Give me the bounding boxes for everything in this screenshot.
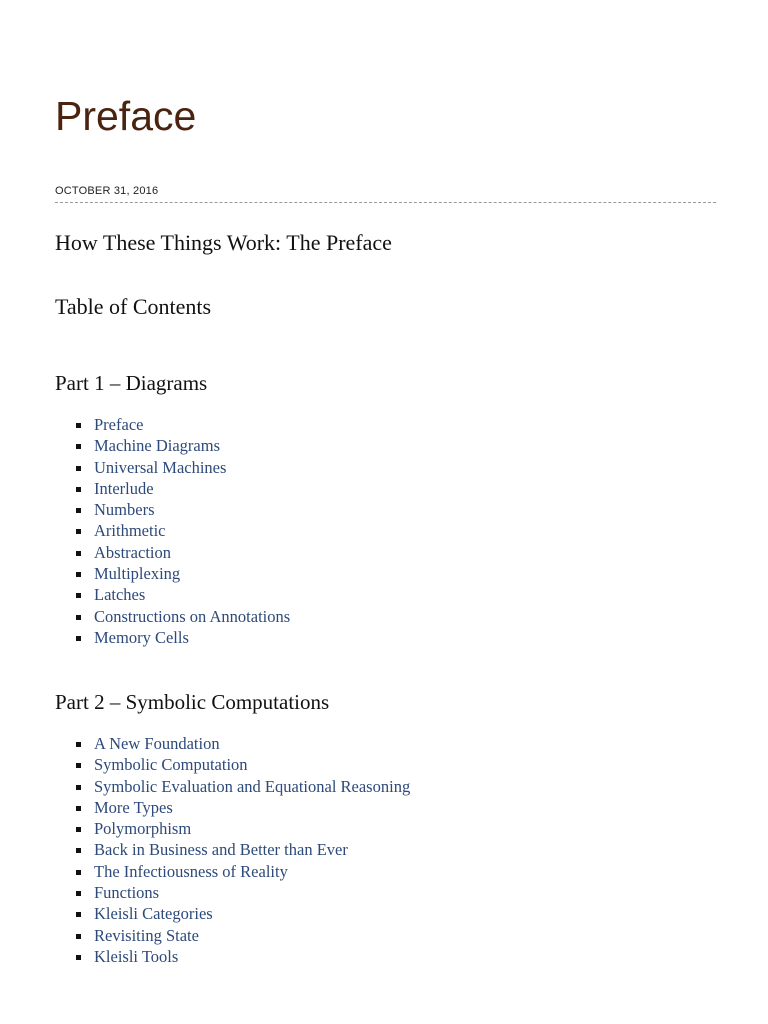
toc-list-part-1: [76, 414, 290, 648]
bullet-icon: [76, 593, 81, 598]
bullet-icon: [76, 487, 81, 492]
toc-link[interactable]: Functions: [94, 883, 160, 903]
list-item: [76, 478, 290, 499]
list-item: [76, 818, 410, 839]
toc-link[interactable]: Memory Cells: [94, 627, 189, 647]
page-title: Preface: [55, 93, 197, 139]
section-heading-part-1: Part 1 – Diagrams: [55, 371, 208, 395]
bullet-icon: [76, 785, 81, 790]
toc-link[interactable]: The Infectiousness of Reality: [94, 861, 288, 881]
list-item: [76, 903, 410, 924]
toc-link[interactable]: Machine Diagrams: [94, 436, 220, 456]
toc-link[interactable]: Interlude: [94, 478, 154, 498]
toc-link[interactable]: Symbolic Evaluation and Equational Reasoning: [94, 776, 411, 796]
toc-link[interactable]: Back in Business and Better than Ever: [94, 840, 348, 860]
list-item: [76, 520, 290, 541]
bullet-icon: [76, 615, 81, 620]
list-item: [76, 542, 290, 563]
list-item: [76, 733, 410, 754]
list-item: [76, 435, 290, 456]
list-item: [76, 839, 410, 860]
bullet-icon: [76, 466, 81, 471]
toc-link[interactable]: Kleisli Categories: [94, 904, 213, 924]
list-item: [76, 584, 290, 605]
bullet-icon: [76, 742, 81, 747]
toc-link[interactable]: Kleisli Tools: [94, 946, 179, 966]
toc-link[interactable]: Revisiting State: [94, 925, 199, 945]
bullet-icon: [76, 551, 81, 556]
list-item: [76, 754, 410, 775]
toc-link[interactable]: Constructions on Annotations: [94, 606, 291, 626]
list-item: [76, 797, 410, 818]
list-item: [76, 606, 290, 627]
toc-link[interactable]: Arithmetic: [94, 521, 166, 541]
bullet-icon: [76, 423, 81, 428]
article-subtitle: How These Things Work: The Preface: [55, 230, 392, 255]
bullet-icon: [76, 572, 81, 577]
bullet-icon: [76, 763, 81, 768]
bullet-icon: [76, 636, 81, 641]
post-date: OCTOBER 31, 2016: [55, 185, 159, 197]
bullet-icon: [76, 508, 81, 513]
toc-link[interactable]: More Types: [94, 797, 173, 817]
toc-link[interactable]: Abstraction: [94, 542, 171, 562]
list-item: [76, 627, 290, 648]
list-item: [76, 946, 410, 967]
toc-link[interactable]: Latches: [94, 585, 146, 605]
bullet-icon: [76, 891, 81, 896]
list-item: [76, 925, 410, 946]
list-item: [76, 457, 290, 478]
list-item: [76, 861, 410, 882]
toc-link[interactable]: Preface: [94, 415, 144, 434]
toc-list-part-2: [76, 733, 410, 967]
list-item: [76, 414, 290, 435]
list-item: [76, 563, 290, 584]
toc-link[interactable]: Symbolic Computation: [94, 755, 248, 775]
list-item: [76, 882, 410, 903]
header-divider: [55, 202, 716, 203]
list-item: [76, 499, 290, 520]
toc-link[interactable]: A New Foundation: [94, 734, 220, 753]
toc-link[interactable]: Numbers: [94, 500, 155, 520]
bullet-icon: [76, 529, 81, 534]
section-heading-part-2: Part 2 – Symbolic Computations: [55, 690, 330, 714]
bullet-icon: [76, 848, 81, 853]
toc-link[interactable]: Universal Machines: [94, 457, 227, 477]
bullet-icon: [76, 827, 81, 832]
toc-link[interactable]: Polymorphism: [94, 819, 192, 839]
bullet-icon: [76, 870, 81, 875]
bullet-icon: [76, 955, 81, 960]
bullet-icon: [76, 444, 81, 449]
list-item: [76, 776, 410, 797]
toc-link[interactable]: Multiplexing: [94, 564, 181, 584]
toc-heading: Table of Contents: [55, 294, 212, 319]
bullet-icon: [76, 934, 81, 939]
bullet-icon: [76, 806, 81, 811]
bullet-icon: [76, 912, 81, 917]
